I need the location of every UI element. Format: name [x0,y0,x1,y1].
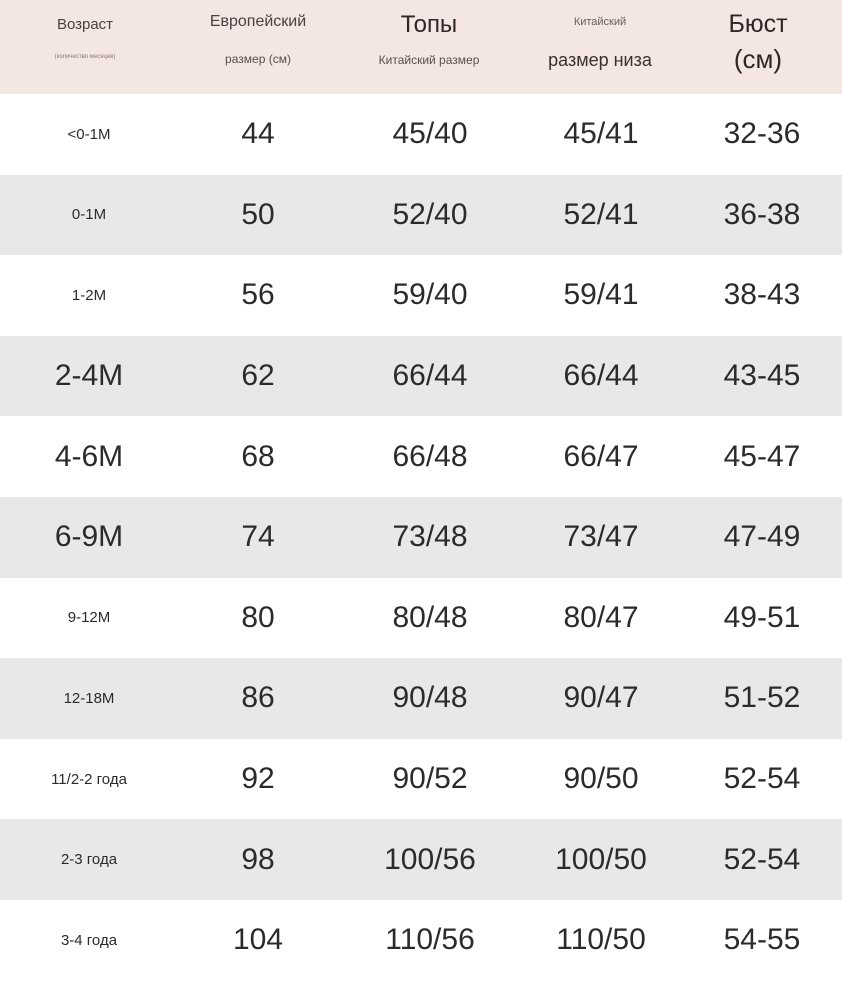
table-row [0,175,842,256]
eu-size-cell: 92 [241,762,275,796]
bottoms-size-cell: 110/50 [556,923,646,957]
header-age-note: (количество месяцев) [54,54,116,60]
eu-size-cell: 104 [232,923,284,957]
eu-size-cell: 80 [241,600,275,634]
eu-size-cell: 74 [241,520,275,554]
bottoms-size-cell: 45/41 [563,117,639,151]
bust-cell: 52-54 [723,842,801,876]
table-row [0,416,842,497]
bust-cell: 32-36 [723,117,801,151]
bust-cell: 51-52 [723,681,801,715]
header-bottoms [515,0,685,94]
table-header [0,0,842,94]
age-cell: 9-12M [67,609,111,627]
header-bottoms-line2: размер низа [548,50,652,70]
bottoms-size-cell: 100/50 [555,842,647,876]
age-cell: 12-18M [63,689,115,707]
bust-cell: 43-45 [723,359,801,393]
bottoms-size-cell: 73/47 [563,520,639,554]
header-eu-size [178,0,338,94]
bust-cell: 47-49 [723,520,801,554]
header-bust-line1: Бюст [728,10,788,38]
bust-cell: 49-51 [723,600,801,634]
header-eu-line1: Европейский [209,13,307,30]
eu-size-cell: 56 [241,278,275,312]
table-row [0,578,842,659]
header-bust-line2: (см) [733,44,783,74]
bottoms-size-cell: 90/47 [563,681,639,715]
bottoms-size-cell: 66/44 [563,359,639,393]
table-row [0,336,842,417]
table-row [0,658,842,739]
table-row [0,739,842,820]
age-cell: 6-9M [54,520,124,554]
eu-size-cell: 44 [241,117,275,151]
header-eu-line2: размер (см) [225,52,291,66]
header-age-title: Возраст [56,16,114,33]
tops-size-cell: 45/40 [392,117,468,151]
age-cell: 1-2M [71,286,107,304]
age-cell: 3-4 года [60,931,118,949]
bottoms-size-cell: 80/47 [563,600,639,634]
bottoms-size-cell: 90/50 [563,762,639,796]
header-tops-title: Топы [400,11,458,38]
header-tops-sub: Китайский размер [378,53,480,67]
age-cell: 11/2-2 года [51,770,127,788]
tops-size-cell: 66/44 [392,359,468,393]
age-cell: 4-6M [54,439,124,473]
tops-size-cell: 73/48 [392,520,468,554]
table-body [0,94,842,981]
tops-size-cell: 52/40 [392,197,468,231]
bust-cell: 36-38 [723,197,801,231]
bottoms-size-cell: 52/41 [563,197,639,231]
header-bust [688,0,828,94]
age-cell: 2-3 года [60,851,118,869]
table-row [0,255,842,336]
eu-size-cell: 68 [241,439,275,473]
header-bottoms-line1: Китайский [573,16,627,28]
tops-size-cell: 80/48 [392,600,468,634]
bust-cell: 45-47 [723,439,801,473]
bottoms-size-cell: 59/41 [563,278,639,312]
age-cell: 2-4M [54,359,124,393]
table-row [0,497,842,578]
header-age [10,0,160,94]
tops-size-cell: 90/52 [392,762,468,796]
table-row [0,900,842,981]
tops-size-cell: 110/56 [385,923,475,957]
tops-size-cell: 59/40 [392,278,468,312]
tops-size-cell: 100/56 [384,842,476,876]
table-row [0,819,842,900]
tops-size-cell: 66/48 [392,439,468,473]
eu-size-cell: 98 [241,842,275,876]
age-cell: <0-1M [67,125,111,143]
bust-cell: 38-43 [723,278,801,312]
header-tops [344,0,514,94]
tops-size-cell: 90/48 [392,681,468,715]
age-cell: 0-1M [71,206,107,224]
eu-size-cell: 62 [241,359,275,393]
eu-size-cell: 86 [241,681,275,715]
bottoms-size-cell: 66/47 [563,439,639,473]
eu-size-cell: 50 [241,197,275,231]
table-row [0,94,842,175]
bust-cell: 54-55 [723,923,801,957]
bust-cell: 52-54 [723,762,801,796]
